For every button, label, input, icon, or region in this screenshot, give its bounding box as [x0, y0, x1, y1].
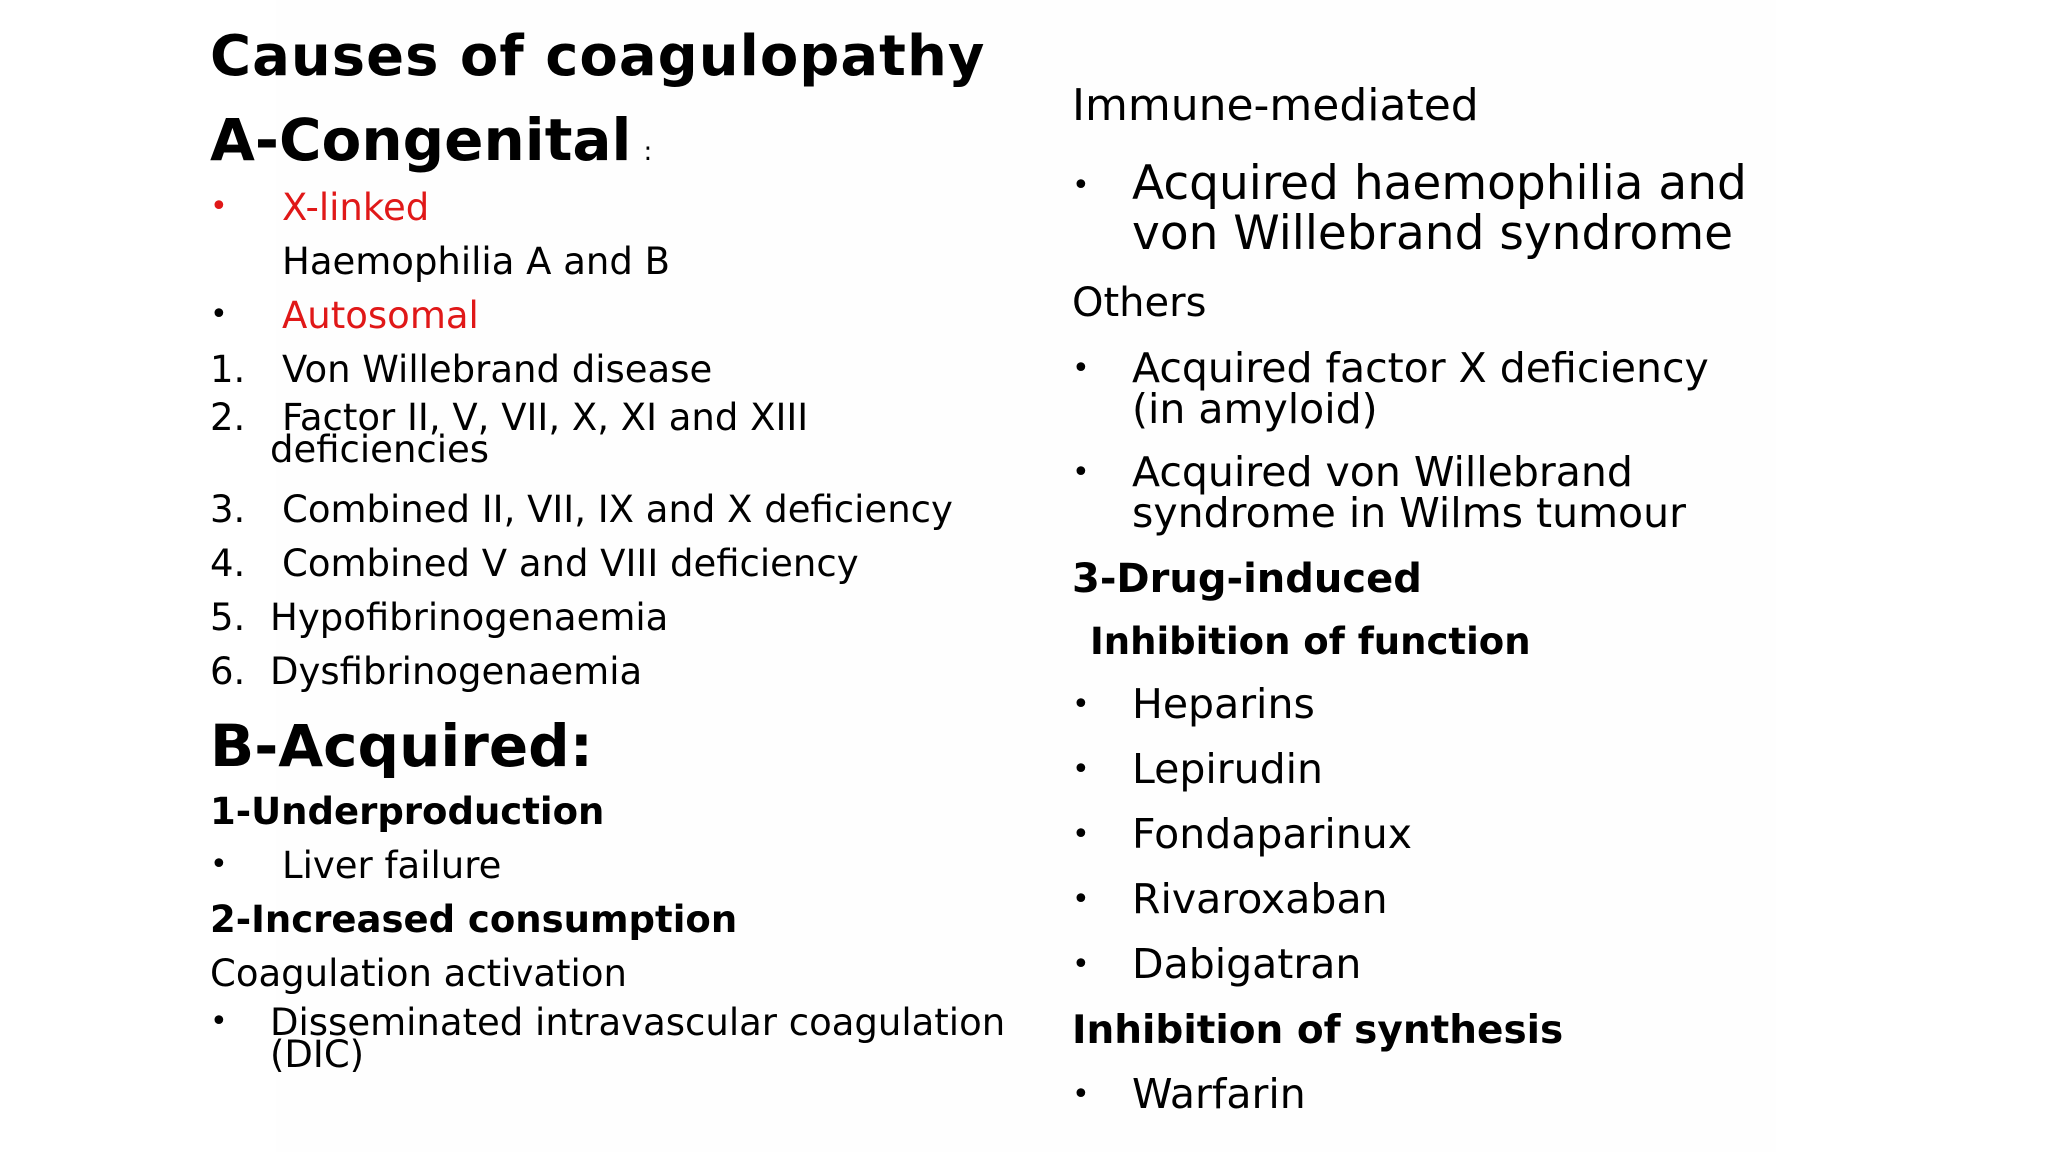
- bullet-icon: •: [1072, 1077, 1090, 1112]
- list-text: Rivaroxaban: [1132, 875, 1388, 923]
- list-text-line2: (DIC): [270, 1033, 365, 1076]
- list-item-x-linked: [210, 186, 429, 229]
- others-heading: Others: [1072, 280, 1207, 326]
- bullet-icon: •: [1072, 168, 1090, 203]
- slide-title: Causes of coagulopathy: [210, 24, 986, 89]
- list-text-line2: syndrome in Wilms tumour: [1132, 489, 1686, 537]
- list-item-fondaparinux: [1072, 810, 1412, 858]
- list-item-rivaroxaban: [1072, 875, 1388, 923]
- list-text-line1: Acquired factor X deficiency: [1132, 344, 1709, 392]
- list-text: Dysfibrinogenaemia: [270, 650, 643, 693]
- list-text: Combined II, VII, IX and X deficiency: [282, 488, 953, 531]
- list-number: 1.: [210, 348, 246, 391]
- list-text: Dabigatran: [1132, 940, 1362, 988]
- list-item-others-1: [1072, 344, 1709, 433]
- list-text: Fondaparinux: [1132, 810, 1412, 858]
- congenital-heading-text: A-Congenital: [210, 106, 632, 174]
- list-text-line1: Factor II, V, VII, X, XI and XIII: [282, 396, 809, 439]
- immune-heading: Immune-mediated: [1072, 80, 1479, 131]
- bullet-icon: •: [1072, 882, 1090, 917]
- list-item-2: [210, 396, 809, 471]
- bullet-icon: •: [210, 1004, 228, 1039]
- bullet-icon: •: [210, 189, 228, 224]
- list-number: 2.: [210, 396, 246, 439]
- autosomal-label: Autosomal: [282, 294, 479, 337]
- list-text-line2: von Willebrand syndrome: [1132, 206, 1734, 261]
- list-item-3: [210, 488, 953, 531]
- list-number: 4.: [210, 542, 246, 585]
- x-linked-label: X-linked: [282, 186, 430, 229]
- list-text: Combined V and VIII deficiency: [282, 542, 859, 585]
- list-item-immune: [1072, 156, 1747, 261]
- acquired-heading: B-Acquired:: [210, 712, 593, 780]
- list-item-warfarin: [1072, 1070, 1306, 1118]
- list-item-heparins: [1072, 680, 1315, 728]
- list-item-5: [210, 596, 668, 639]
- bullet-icon: •: [1072, 752, 1090, 787]
- consumption-heading: 2-Increased consumption: [210, 898, 738, 941]
- list-text-line1: Disseminated intravascular coagulation: [270, 1001, 1006, 1044]
- list-text-line2: (in amyloid): [1132, 385, 1378, 433]
- list-item-autosomal: [210, 294, 479, 337]
- list-text: Heparins: [1132, 680, 1315, 728]
- list-text-line1: Acquired haemophilia and: [1132, 156, 1747, 211]
- inhibition-function-heading: Inhibition of function: [1090, 620, 1531, 663]
- inhibition-synthesis-heading: Inhibition of synthesis: [1072, 1008, 1564, 1053]
- list-item-liver-failure: [210, 844, 501, 887]
- list-item-others-2: [1072, 448, 1686, 537]
- bullet-icon: •: [210, 847, 228, 882]
- list-number: 6.: [210, 650, 246, 693]
- congenital-heading: [210, 106, 652, 174]
- list-item-1: [210, 348, 712, 391]
- coagulation-activation-label: Coagulation activation: [210, 952, 627, 995]
- bullet-icon: •: [1072, 455, 1090, 490]
- list-text: Lepirudin: [1132, 745, 1324, 793]
- bullet-icon: •: [1072, 351, 1090, 386]
- underproduction-heading: 1-Underproduction: [210, 790, 605, 833]
- list-item-lepirudin: [1072, 745, 1324, 793]
- bullet-icon: •: [1072, 947, 1090, 982]
- list-item-dabigatran: [1072, 940, 1362, 988]
- bullet-icon: •: [210, 297, 228, 332]
- list-item-4: [210, 542, 859, 585]
- list-text: Hypofibrinogenaemia: [270, 596, 669, 639]
- bullet-icon: •: [1072, 687, 1090, 722]
- list-text-line1: Acquired von Willebrand: [1132, 448, 1633, 496]
- drug-induced-heading: 3-Drug-induced: [1072, 556, 1422, 602]
- list-number: 3.: [210, 488, 246, 531]
- list-item-6: [210, 650, 642, 693]
- list-item-dic: [210, 1001, 1006, 1076]
- list-text: Warfarin: [1132, 1070, 1306, 1118]
- bullet-icon: •: [1072, 817, 1090, 852]
- congenital-colon: :: [643, 137, 653, 167]
- list-text-line2: deficiencies: [270, 428, 490, 471]
- x-linked-detail: Haemophilia A and B: [282, 240, 670, 283]
- list-text: Liver failure: [282, 844, 502, 887]
- list-number: 5.: [210, 596, 246, 639]
- list-text: Von Willebrand disease: [282, 348, 713, 391]
